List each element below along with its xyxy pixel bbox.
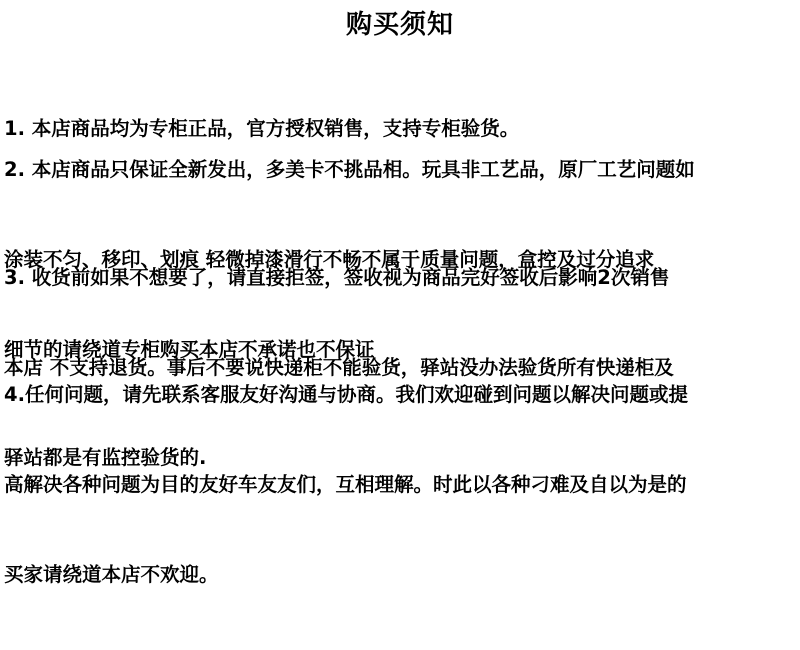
notice-item-2-line-2: 涂装不匀、移印、划痕 轻微掉漆滑行不畅不属于质量问题，盒控及过分追求 xyxy=(4,248,655,271)
notice-item-2-line-3: 细节的请绕道专柜购买本店不承诺也不保证 xyxy=(4,338,375,361)
notice-item-1-line-1: 1. 本店商品均为专柜正品，官方授权销售，支持专柜验货。 xyxy=(4,117,520,140)
notice-item-4-line-1: 4.任何问题，请先联系客服友好沟通与协商。我们欢迎碰到问题以解决问题或提 xyxy=(4,383,688,406)
notice-title: 购买须知 xyxy=(345,10,454,40)
notice-item-3-line-3: 驿站都是有监控验货的. xyxy=(4,446,207,469)
notice-item-4-line-3: 买家请绕道本店不欢迎。 xyxy=(4,563,219,586)
notice-item-4-line-2: 高解决各种问题为目的友好车友友们，互相理解。时此以各种刁难及自以为是的 xyxy=(4,473,687,496)
notice-item-3-line-2: 本店 不支持退货。事后不要说快递柜不能验货，驿站没办法验货所有快递柜及 xyxy=(4,356,674,379)
notice-item-3-line-1: 3. 收货前如果不想要了，请直接拒签，签收视为商品完好签收后影响2次销售 xyxy=(4,266,670,289)
notice-item-2-line-1: 2. 本店商品只保证全新发出，多美卡不挑品相。玩具非工艺品，原厂工艺问题如 xyxy=(4,158,695,181)
notice-item-4 xyxy=(4,320,796,650)
